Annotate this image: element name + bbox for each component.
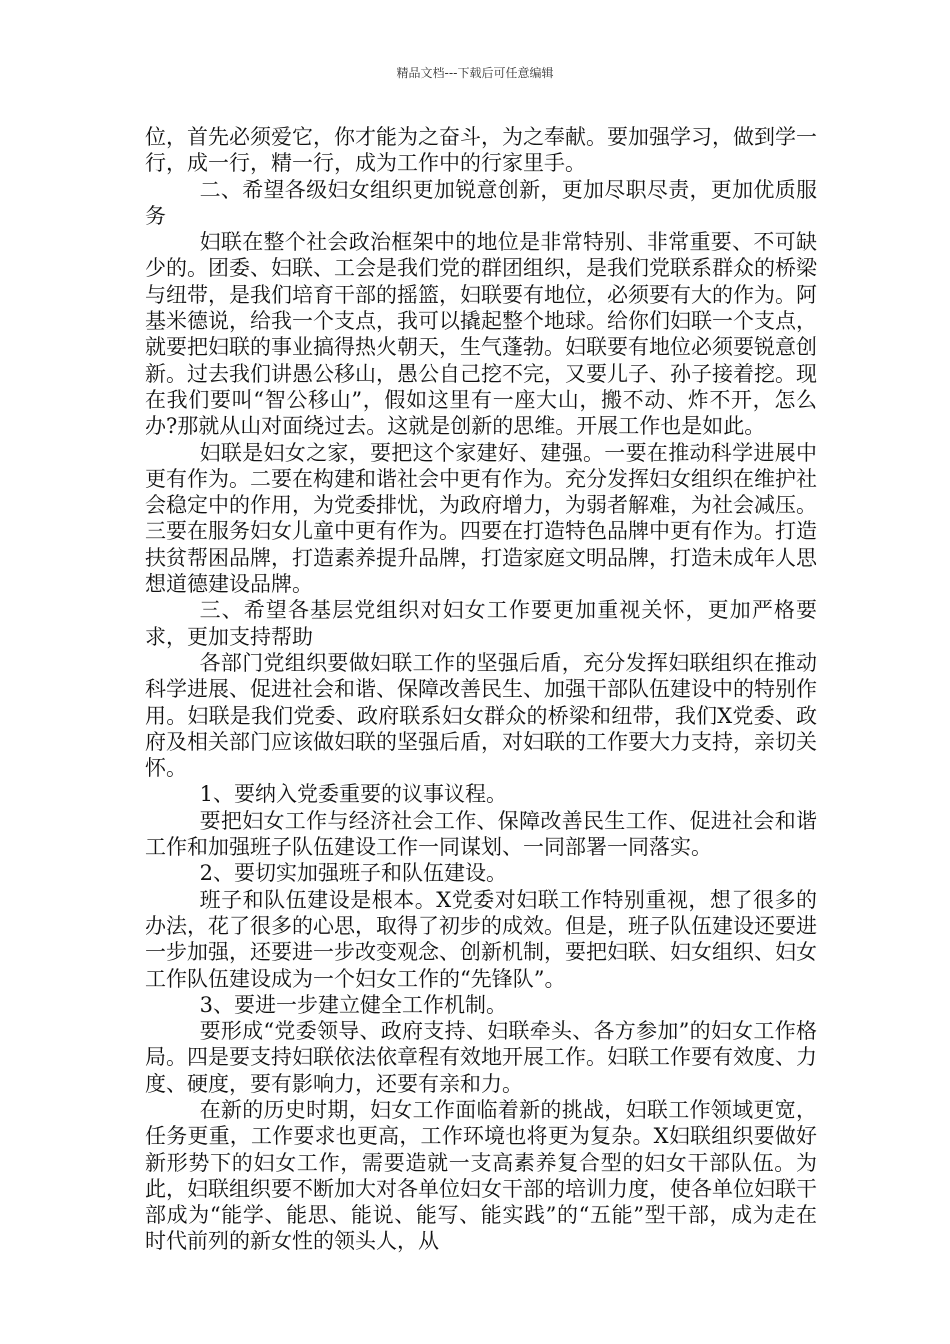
paragraph: 三、希望各基层党组织对妇女工作要更加重视关怀，更加严格要求，更加支持帮助 (145, 598, 817, 649)
paragraph: 要形成“党委领导、政府支持、妇联牵头、各方参加”的妇女工作格局。四是要支持妇联依法依章程有效地开展工作。妇联工作要有效度、力度、硬度，要有影响力，还要有亲和力。 (145, 1019, 817, 1096)
document-body (145, 124, 817, 1255)
paragraph: 班子和队伍建设是根本。X党委对妇联工作特别重视，想了很多的办法，花了很多的心思，取得了初步的成效。但是，班子队伍建设还要进一步加强，还要进一步改变观念、创新机制，要把妇联、妇女组织、妇女工作队伍建设成为一个妇女工作的“先锋队”。 (145, 887, 817, 991)
paragraph: 二、希望各级妇女组织更加锐意创新，更加尽职尽责，更加优质服务 (145, 177, 817, 228)
page-header: 精品文档---下载后可任意编辑 (396, 66, 554, 80)
paragraph: 要把妇女工作与经济社会工作、保障改善民生工作、促进社会和谐工作和加强班子队伍建设工作一同谋划、一同部署一同落实。 (145, 808, 817, 860)
paragraph: 在新的历史时期，妇女工作面临着新的挑战，妇联工作领域更宽，任务更重，工作要求也更高，工作环境也将更为复杂。X妇联组织要做好新形势下的妇女工作，需要造就一支高素养复合型的妇女干部队伍。为此，妇联组织要不断加大对各单位妇女干部的培训力度，使各单位妇联干部成为“能学、能思、能说、能写、能实践”的“五能”型干部，成为走在时代前列的新女性的领头人，从 (145, 1097, 817, 1254)
paragraph: 3、要进一步建立健全工作机制。 (199, 992, 507, 1017)
paragraph: 各部门党组织要做妇联工作的坚强后盾，充分发挥妇联组织在推动科学进展、促进社会和谐、保障改善民生、加强干部队伍建设中的特别作用。妇联是我们党委、政府联系妇女群众的桥梁和纽带，我们X党委、政府及相关部门应该做妇联的坚强后盾，对妇联的工作要大力支持，亲切关怀。 (145, 650, 817, 781)
paragraph: 妇联在整个社会政治框架中的地位是非常特别、非常重要、不可缺少的。团委、妇联、工会是我们党的群团组织，是我们党联系群众的桥梁与纽带，是我们培育干部的摇篮，妇联要有地位，必须要有大的作为。阿基米德说，给我一个支点，我可以撬起整个地球。给你们妇联一个支点，就要把妇联的事业搞得热火朝天，生气蓬勃。妇联要有地位必须要锐意创新。过去我们讲愚公移山，愚公自己挖不完，又要儿子、孙子接着挖。现在我们要叫“智公移山”，假如这里有一座大山，搬不动、炸不开，怎么办?那就从山对面绕过去。这就是创新的思维。开展工作也是如此。 (145, 230, 817, 439)
paragraph: 2、要切实加强班子和队伍建设。 (199, 861, 507, 886)
paragraph: 位，首先必须爱它，你才能为之奋斗，为之奉献。要加强学习，做到学一行，成一行，精一行，成为工作中的行家里手。 (145, 125, 817, 176)
paragraph: 1、要纳入党委重要的议事议程。 (199, 782, 507, 807)
paragraph: 妇联是妇女之家，要把这个家建好、建强。一要在推动科学进展中更有作为。二要在构建和谐社会中更有作为。充分发挥妇女组织在维护社会稳定中的作用，为党委排忧，为政府增力，为弱者解难，为社会减压。三要在服务妇女儿童中更有作为。四要在打造特色品牌中更有作为。打造扶贫帮困品牌，打造素养提升品牌，打造家庭文明品牌，打造未成年人思想道德建设品牌。 (145, 440, 817, 597)
